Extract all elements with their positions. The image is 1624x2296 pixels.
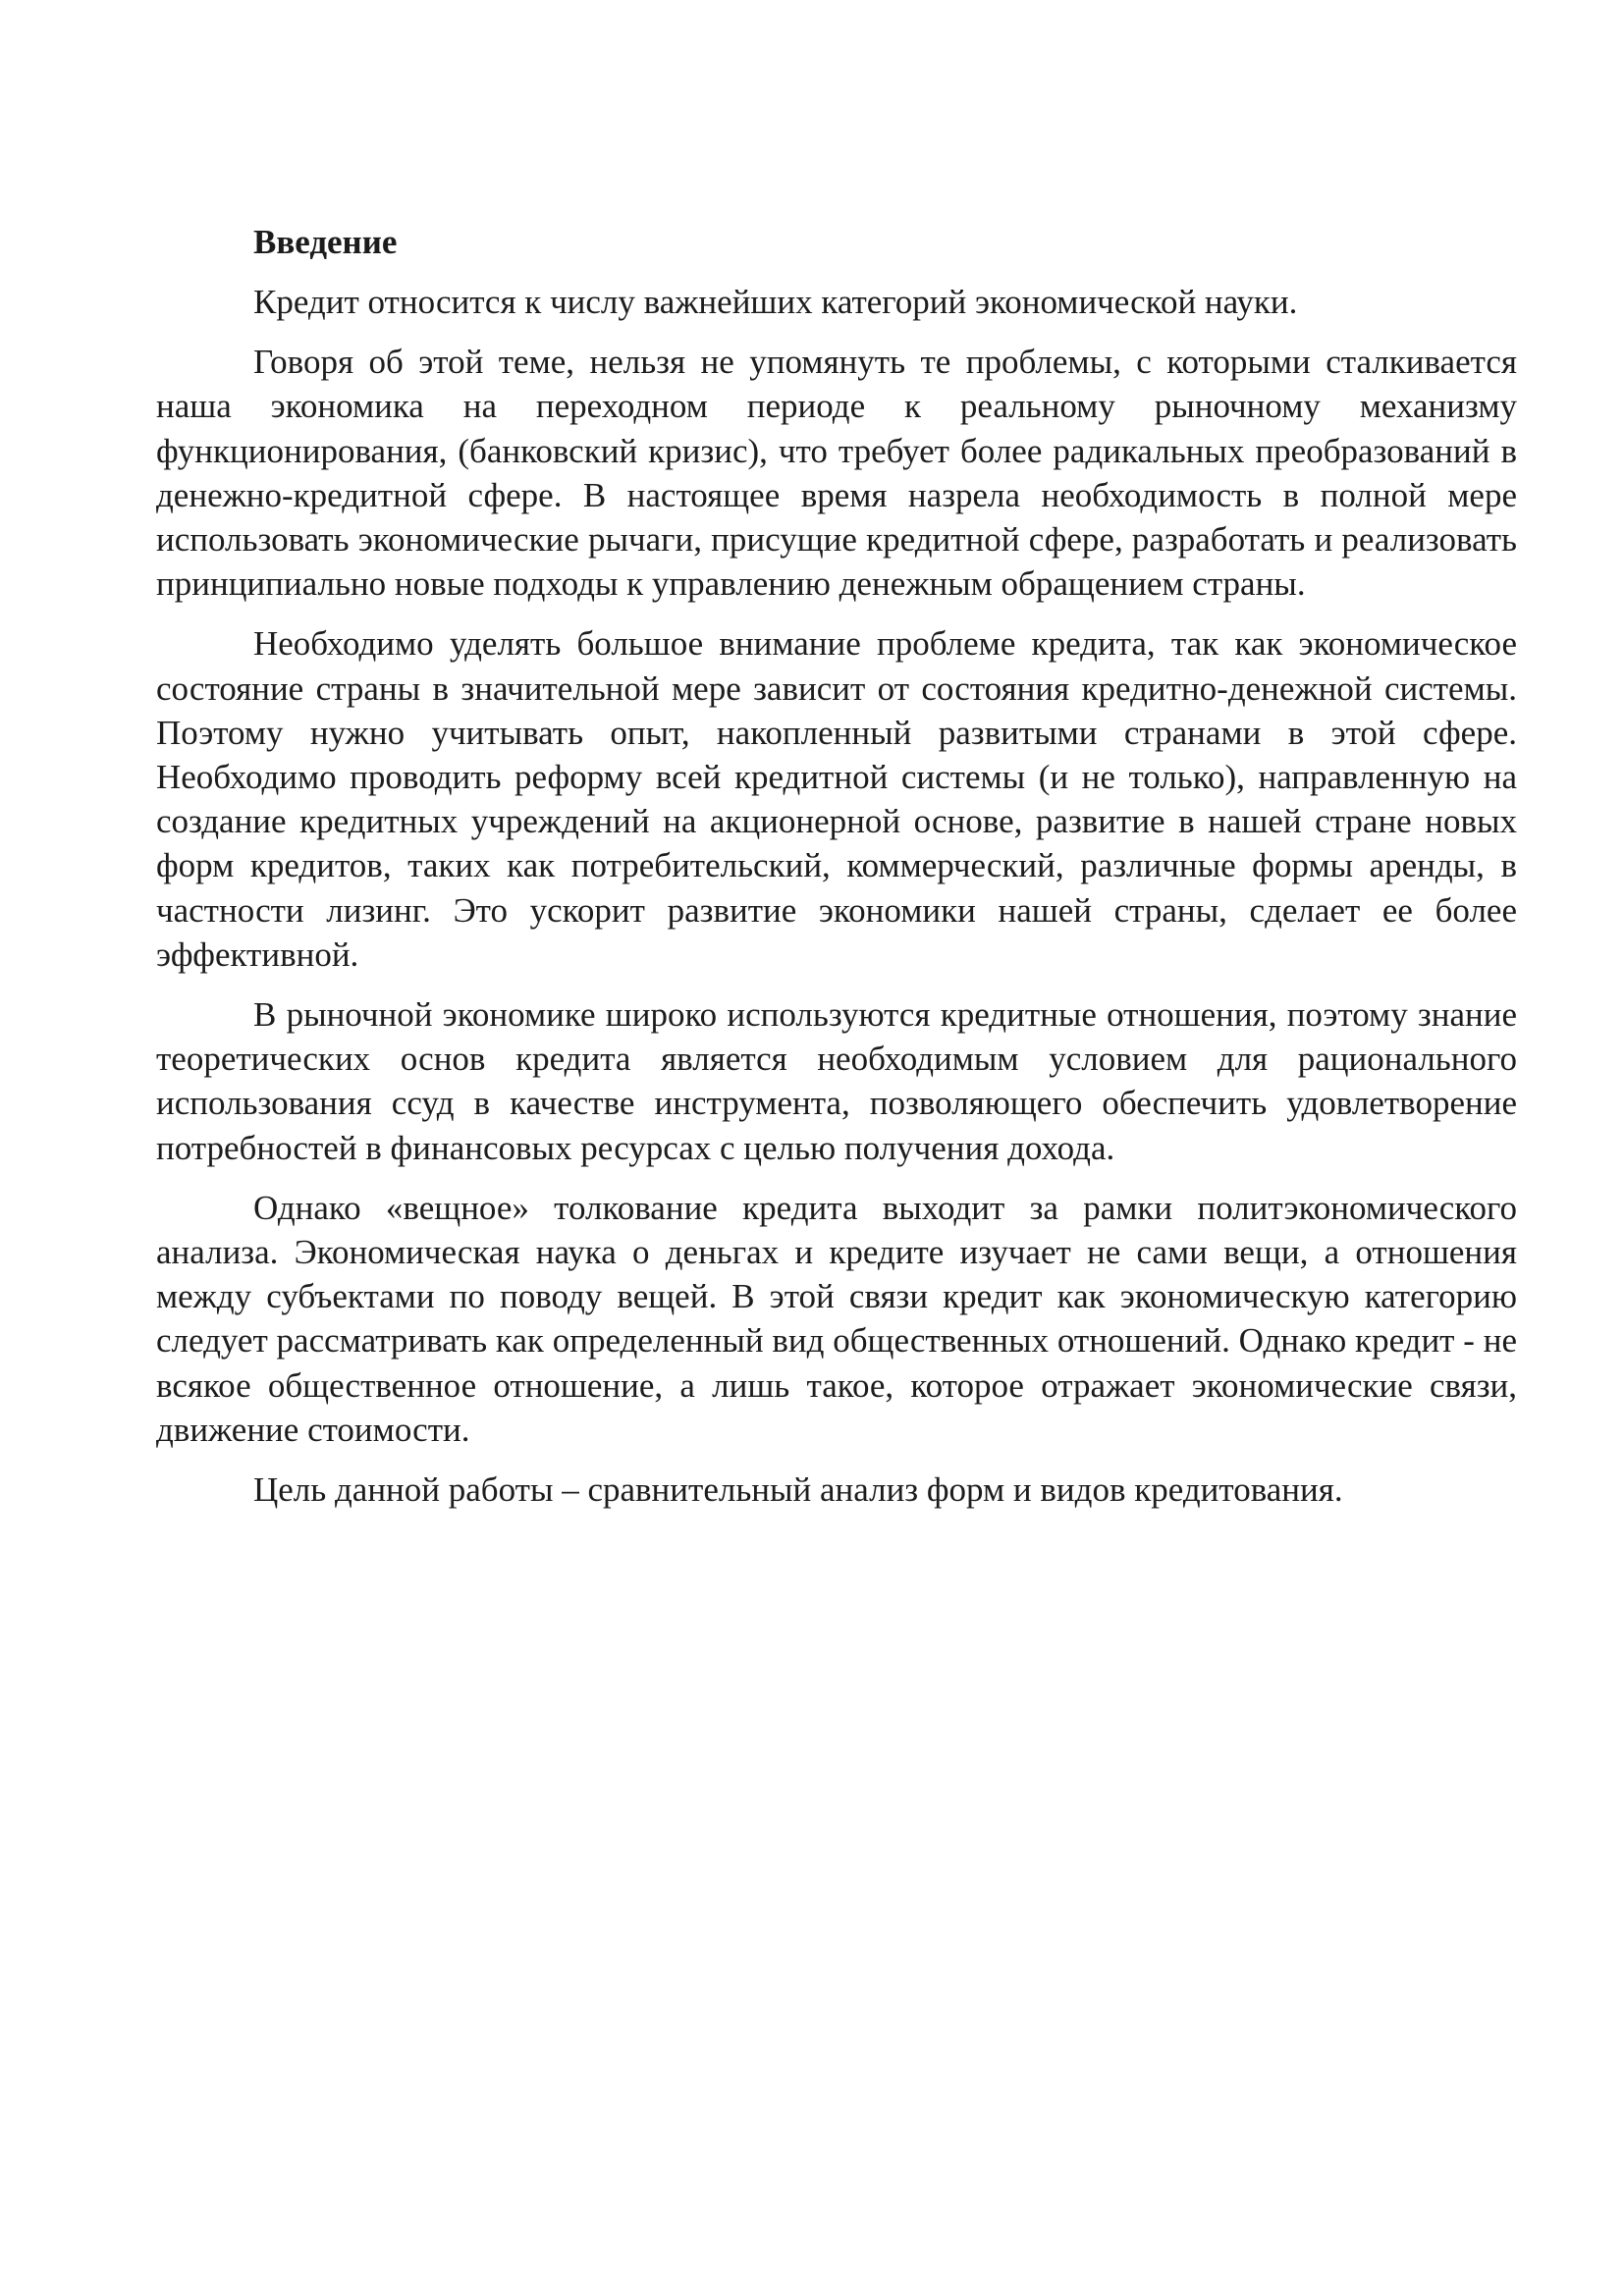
- page-title: Введение: [253, 223, 398, 261]
- paragraph-5: Однако «вещное» толкование кредита выходит за рамки политэкономического анализа. Экономическая наука о деньгах и кредите изучает не сами вещи, а отношения между субъектами по поводу вещей. В этой связи кредит как экономическую категорию следует рассматривать как определенный вид общественных отношений. Однако кредит - не всякое общественное отношение, а лишь такое, которое отражает экономические связи, движение стоимости.: [156, 1188, 1517, 1449]
- paragraph-6: Цель данной работы – сравнительный анализ форм и видов кредитования.: [253, 1470, 1343, 1510]
- paragraph-3: Необходимо уделять большое внимание проблеме кредита, так как экономическое состояние страны в значительной мере зависит от состояния кредитно-денежной системы. Поэтому нужно учитывать опыт, накопленный развитыми странами в этой сфере. Необходимо проводить реформу всей кредитной системы (и не только), направленную на создание кредитных учреждений на акционерной основе, развитие в нашей стране новых форм кредитов, таких как потребительский, коммерческий, различные формы аренды, в частности лизинг. Это ускорит развитие экономики нашей страны, сделает ее более эффективной.: [156, 624, 1517, 974]
- document-body: [156, 220, 1517, 1512]
- paragraph-2: Говоря об этой теме, нельзя не упомянуть те проблемы, с которыми сталкивается наша экономика на переходном периоде к реальному рыночному механизму функционирования, (банковский кризис), что требует более радикальных преобразований в денежно-кредитной сфере. В настоящее время назрела необходимость в полной мере использовать экономические рычаги, присущие кредитной сфере, разработать и реализовать принципиально новые подходы к управлению денежным обращением страны.: [156, 343, 1517, 604]
- paragraph-4: В рыночной экономике широко используются кредитные отношения, поэтому знание теоретических основ кредита является необходимым условием для рационального использования ссуд в качестве инструмента, позволяющего обеспечить удовлетворение потребностей в финансовых ресурсах с целью получения дохода.: [156, 995, 1517, 1167]
- paragraph-1: Кредит относится к числу важнейших категорий экономической науки.: [253, 283, 1298, 321]
